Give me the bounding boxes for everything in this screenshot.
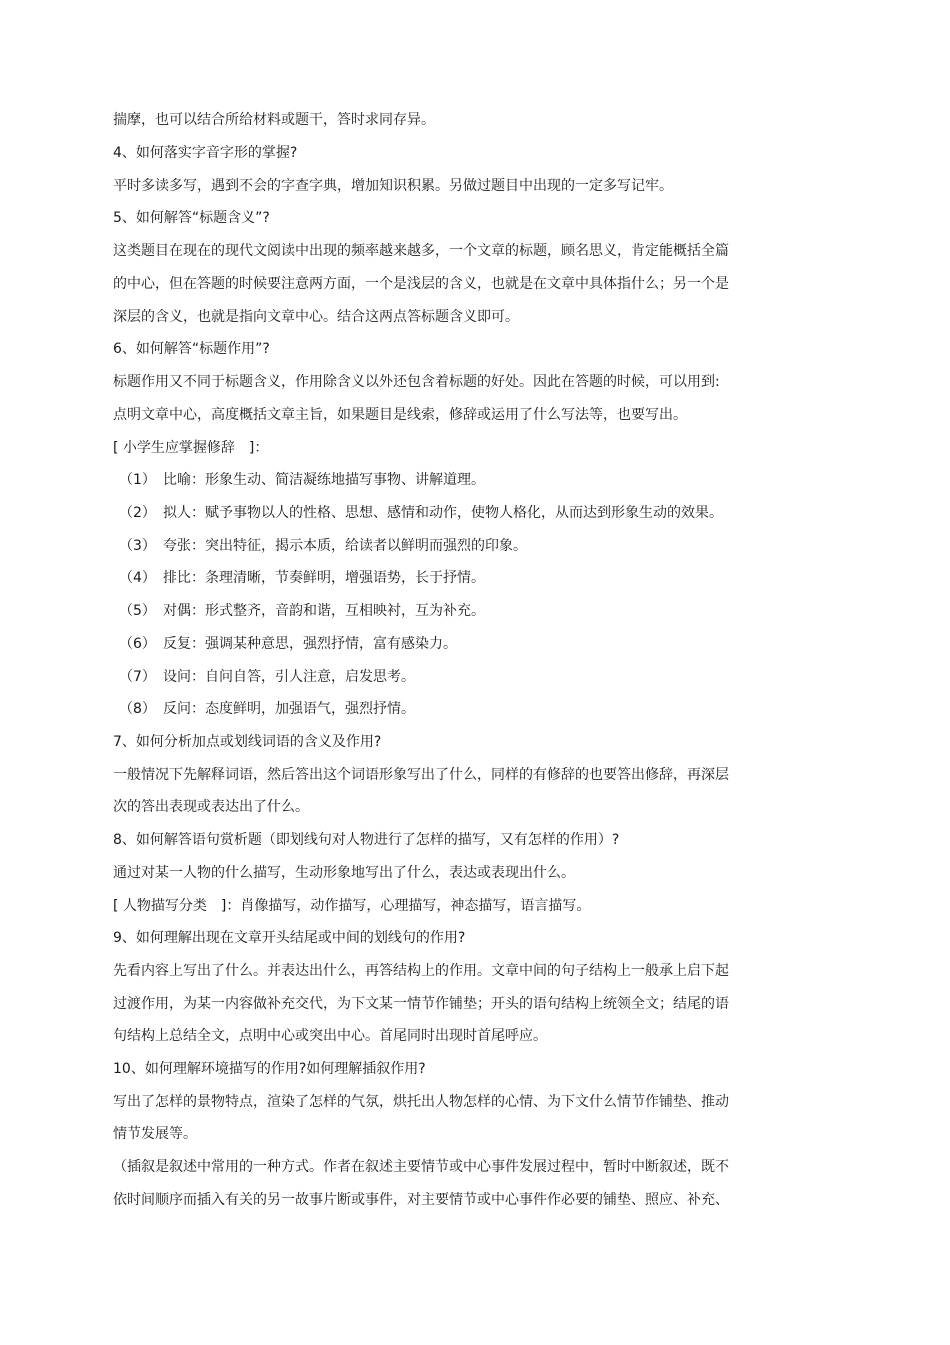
text-line: 写出了怎样的景物特点，渲染了怎样的气氛，烘托出人物怎样的心情、为下文什么情节作铺垫、推动 (113, 1094, 729, 1110)
item-number: （4） (119, 570, 156, 586)
question-heading: 10、如何理解环境描写的作用?如何理解插叙作用? (113, 1061, 426, 1077)
item-text: 设问：自问自答，引人注意，启发思考。 (163, 669, 415, 685)
item-text: 比喻：形象生动、简洁凝练地描写事物、讲解道理。 (163, 472, 485, 488)
item-text: 夸张：突出特征，揭示本质，给读者以鲜明而强烈的印象。 (163, 538, 527, 554)
list-item (119, 601, 485, 621)
text-line: 深层的含义，也就是指向文章中心。结合这两点答标题含义即可。 (113, 309, 519, 325)
item-number: （1） (119, 472, 156, 488)
text-line: 揣摩，也可以结合所给材料或题干，答时求同存异。 (113, 112, 435, 128)
list-item (119, 503, 723, 523)
text-line: 依时间顺序而插入有关的另一故事片断或事件，对主要情节或中心事件作必要的铺垫、照应、补充、 (113, 1192, 729, 1208)
text-line: 通过对某一人物的什么描写，生动形象地写出了什么，表达或表现出什么。 (113, 865, 575, 881)
text-line: 一般情况下先解释词语，然后答出这个词语形象写出了什么，同样的有修辞的也要答出修辞，再深层 (113, 767, 729, 783)
text-line: 平时多读多写，遇到不会的字查字典，增加知识积累。另做过题目中出现的一定多写记牢。 (113, 178, 673, 194)
text-line: 先看内容上写出了什么。并表达出什么，再答结构上的作用。文章中间的句子结构上一般承上启下起 (113, 963, 729, 979)
list-item (119, 634, 457, 654)
text-line: 这类题目在现在的现代文阅读中出现的频率越来越多，一个文章的标题，顾名思义，肯定能概括全篇 (113, 243, 729, 259)
item-text: 对偶：形式整齐，音韵和谐，互相映衬，互为补充。 (163, 603, 485, 619)
question-heading: 4、如何落实字音字形的掌握? (113, 145, 298, 161)
question-heading: 5、如何解答“标题含义”? (113, 210, 270, 226)
text-line: 点明文章中心，高度概括文章主旨，如果题目是线索，修辞或运用了什么写法等，也要写出。 (113, 407, 687, 423)
question-heading: 6、如何解答“标题作用”? (113, 341, 270, 357)
question-heading: 7、如何分析加点或划线词语的含义及作用? (113, 734, 382, 750)
item-number: （6） (119, 636, 156, 652)
list-item (119, 568, 485, 588)
text-line: 标题作用又不同于标题含义，作用除含义以外还包含着标题的好处。因此在答题的时候，可以用到: (113, 374, 720, 390)
item-text: 反问：态度鲜明，加强语气，强烈抒情。 (163, 701, 415, 717)
text-line: （插叙是叙述中常用的一种方式。作者在叙述主要情节或中心事件发展过程中，暂时中断叙述，既不 (113, 1159, 729, 1175)
item-number: （8） (119, 701, 156, 717)
text-line: 情节发展等。 (113, 1126, 197, 1142)
section-label: [ 人物描写分类 ]：肖像描写，动作描写，心理描写，神态描写，语言描写。 (113, 898, 591, 914)
item-number: （2） (119, 505, 156, 521)
item-text: 拟人：赋予事物以人的性格、思想、感情和动作，使物人格化，从而达到形象生动的效果。 (163, 505, 723, 521)
question-heading: 8、如何解答语句赏析题（即划线句对人物进行了怎样的描写，又有怎样的作用）? (113, 832, 620, 848)
list-item (119, 536, 527, 556)
item-text: 反复：强调某种意思，强烈抒情，富有感染力。 (163, 636, 457, 652)
item-number: （3） (119, 538, 156, 554)
item-number: （5） (119, 603, 156, 619)
question-heading: 9、如何理解出现在文章开头结尾或中间的划线句的作用? (113, 930, 466, 946)
text-line: 过渡作用，为某一内容做补充交代，为下文某一情节作铺垫；开头的语句结构上统领全文；结尾的语 (113, 996, 729, 1012)
text-line: 句结构上总结全文，点明中心或突出中心。首尾同时出现时首尾呼应。 (113, 1028, 547, 1044)
list-item (119, 667, 415, 687)
item-text: 排比：条理清晰，节奏鲜明，增强语势，长于抒情。 (163, 570, 485, 586)
text-line: 次的答出表现或表达出了什么。 (113, 799, 309, 815)
list-item (119, 699, 415, 719)
item-number: （7） (119, 669, 156, 685)
list-item (119, 470, 485, 490)
section-label: [ 小学生应掌握修辞 ]： (113, 440, 269, 456)
text-line: 的中心，但在答题的时候要注意两方面，一个是浅层的含义，也就是在文章中具体指什么；另一个是 (113, 276, 729, 292)
